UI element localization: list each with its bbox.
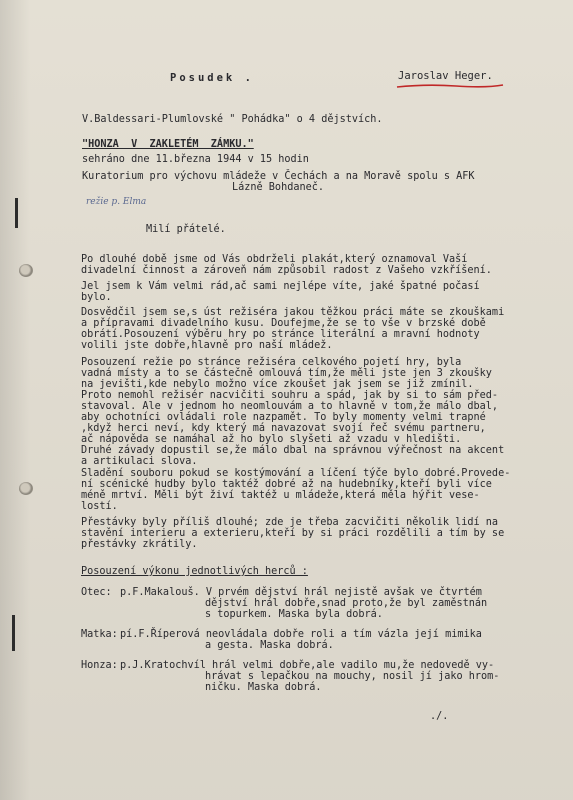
text-line: a přípravami divadelního kusu. Doufejme,že se to vše v brzské době	[81, 318, 486, 329]
binder-mark	[12, 615, 15, 651]
actor-role: Honza:	[81, 660, 118, 671]
text-line: a artikulaci slova.	[81, 456, 198, 467]
play-title: "HONZA V ZAKLETÉM ZÁMKU."	[82, 139, 254, 150]
punch-hole	[19, 482, 33, 495]
text-line: Proto nemohl režisér nacvičiti souhru a spád, jak by si to sám před-	[81, 390, 499, 401]
text-line: Dosvědčil jsem se,s úst režiséra jakou těžkou práci máte se zkouškami	[81, 307, 505, 318]
play-description: V.Baldessari-Plumlovské " Pohádka" o 4 dějstvích.	[82, 114, 383, 125]
text-line: s topurkem. Maska byla dobrá.	[205, 609, 383, 620]
document-title: Posudek .	[170, 72, 254, 84]
text-line: ,když herci neví, kdy který má navazovat svojí řeč svému partneru,	[81, 423, 486, 434]
actor-role: Matka:	[81, 629, 118, 640]
text-line: Jel jsem k Vám velmi rád,ač sami nejlépe víte, jaké špatné počasí	[81, 281, 480, 292]
text-line: ní scénické hudby bylo taktéž dobré až na hudebníky,kteří byli více	[81, 479, 492, 490]
actor-role: Otec:	[81, 587, 112, 598]
text-line: méně mrtví. Měli být živí taktéž u mládeže,která měla hýřit vese-	[81, 490, 480, 501]
text-line: pí.F.Říperová neovládala dobře roli a tím vázla její mimika	[120, 629, 482, 640]
text-line: bylo.	[81, 292, 112, 303]
text-line: lostí.	[81, 501, 118, 512]
binder-mark	[15, 198, 18, 228]
organizer-line: Kuratorium pro výchovu mládeže v Čechách a na Moravě spolu s AFK	[82, 171, 475, 182]
text-line: na jevišti,kde nebylo možno více zkoušet jak jsem se již zmínil.	[81, 379, 474, 390]
text-line: Přestávky byly příliš dlouhé; zde je třeba zacvičiti několik lidí na	[81, 517, 499, 528]
text-line: ač nápověda se namáhal až ho bylo slyšeti až vzadu v hledišti.	[81, 434, 462, 445]
text-line: vadná místy a to se částečně omlouvá tím,že měli jste jen 3 zkoušky	[81, 368, 492, 379]
text-line: p.J.Kratochvíl hrál velmi dobře,ale vadilo mu,že nedovedě vy-	[120, 660, 495, 671]
punch-hole	[19, 264, 33, 277]
text-line: aby ochotníci ovládali role nazpamět. To byly momenty velmi trapné	[81, 412, 486, 423]
text-line: divadelní činnost a zároveň nám způsobil radost z Vašeho vzkříšení.	[81, 265, 492, 276]
text-line: p.F.Makalouš. V prvém dějství hrál nejistě avšak ve čtvrtém	[120, 587, 482, 598]
text-line: obrátí.Posouzení výběru hry po stránce literální a mravní hodnoty	[81, 329, 480, 340]
red-underline	[396, 83, 504, 89]
text-line: stavoval. Ale v jednom ho neomlouvám a to hlavně v tom,že málo dbal,	[81, 401, 499, 412]
text-line: dějství hrál dobře,snad proto,že byl zaměstnán	[205, 598, 488, 609]
performance-date: sehráno dne 11.března 1944 v 15 hodin	[82, 154, 309, 165]
organizer-line-2: Lázně Bohdaneč.	[232, 182, 325, 193]
text-line: a gesta. Maska dobrá.	[205, 640, 334, 651]
text-line: Sladění souboru pokud se kostýmování a líčení týče bylo dobré.Provede-	[81, 468, 511, 479]
text-line: Druhé závady dopustil se,že málo dbal na správnou výřečnost na akcent	[81, 445, 505, 456]
text-line: přestávky zkrátily.	[81, 539, 198, 550]
author-signature: Jaroslav Heger.	[398, 70, 493, 82]
text-line: Po dlouhé době jsme od Vás obdrželi plakát,který oznamoval Vaší	[81, 254, 468, 265]
actors-heading: Posouzení výkonu jednotlivých herců :	[81, 566, 308, 577]
text-line: stavění interieru a exterieru,kteří by si práci rozdělili a tím by se	[81, 528, 505, 539]
handwritten-note: režie p. Elma	[86, 197, 147, 207]
continuation-mark: ./.	[430, 711, 449, 722]
text-line: hrávat s lepačkou na mouchy, nosil jí jako hrom-	[205, 671, 500, 682]
text-line: ničku. Maska dobrá.	[205, 682, 322, 693]
text-line: volili jste dobře,hlavně pro naší mládež.	[81, 340, 333, 351]
salutation: Milí přátelé.	[146, 224, 226, 235]
text-line: Posouzení režie po stránce režiséra celkového pojetí hry, byla	[81, 357, 462, 368]
